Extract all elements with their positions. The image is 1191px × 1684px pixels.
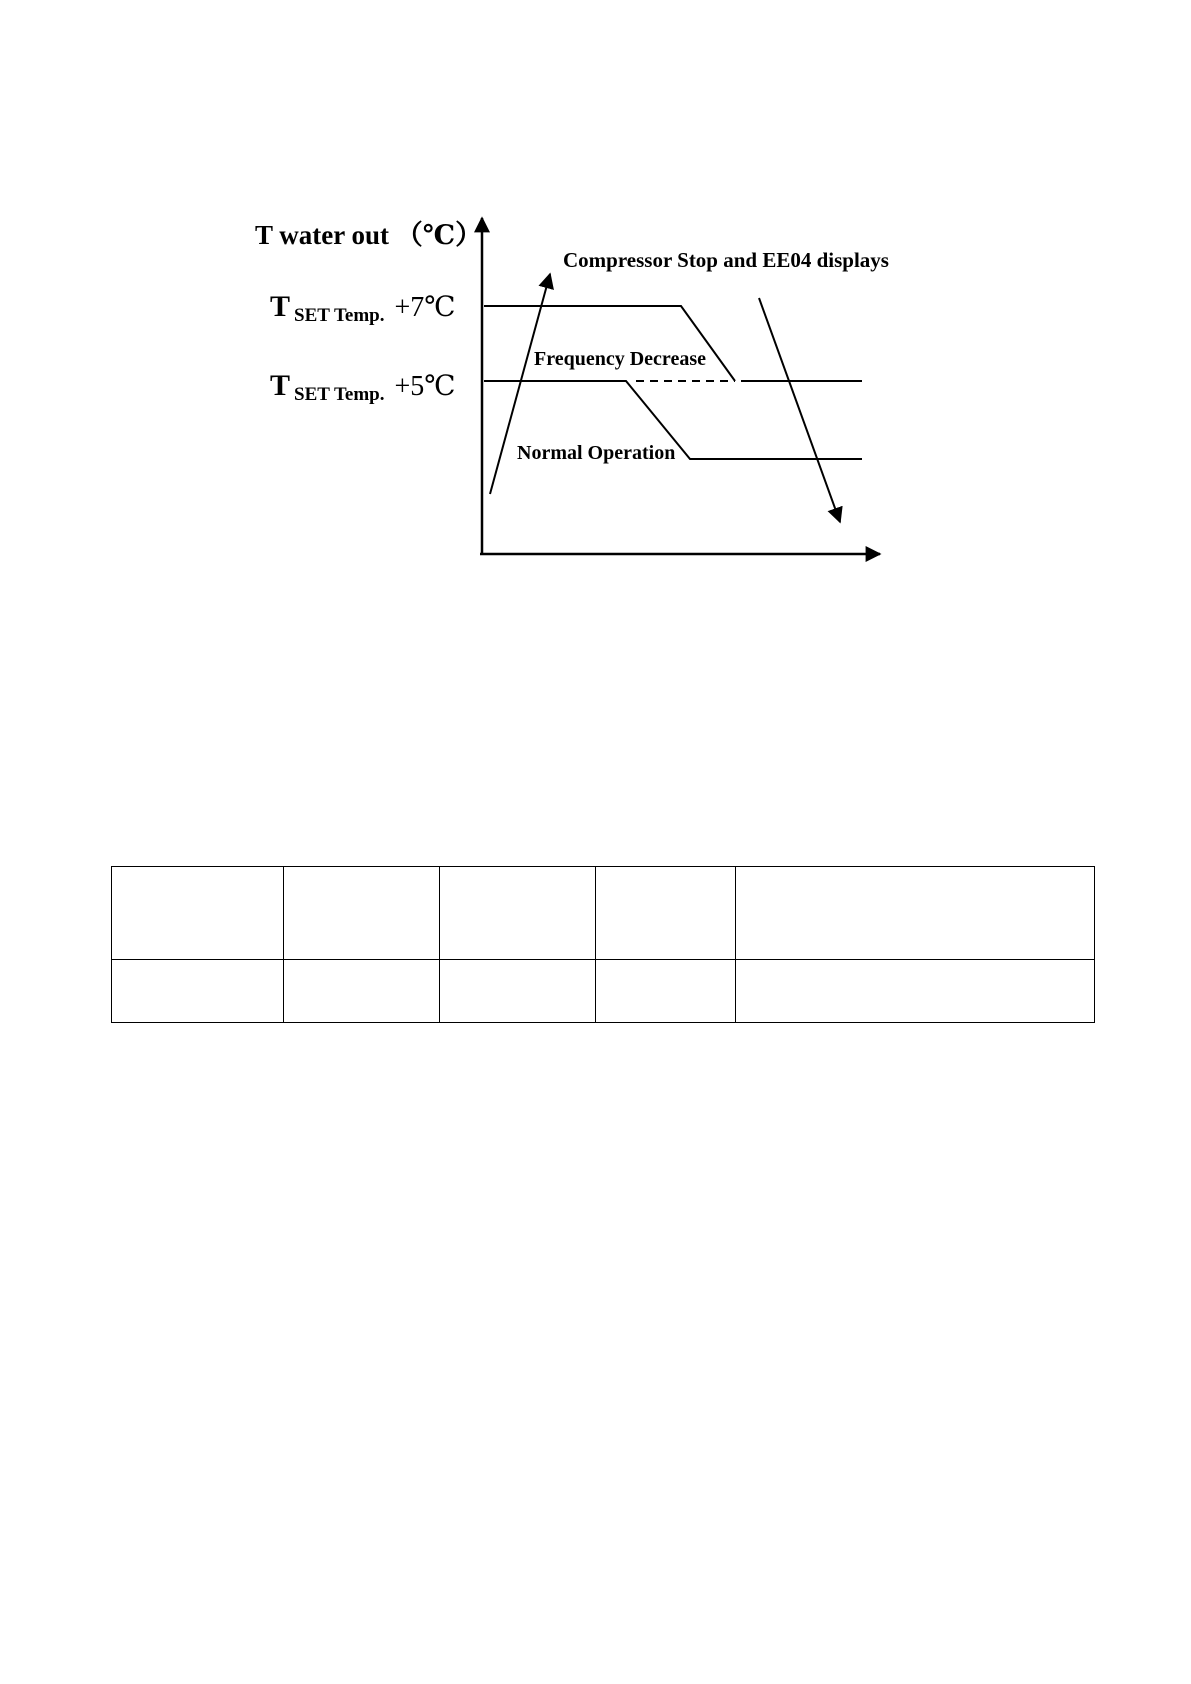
water-out-temperature-diagram xyxy=(0,0,1191,620)
compressor-stop-label: Compressor Stop and EE04 displays xyxy=(563,248,889,272)
level-plus5-prefix: T xyxy=(270,369,291,402)
empty-table xyxy=(111,866,1095,1023)
table-cell xyxy=(736,867,1095,960)
frequency-decrease-label: Frequency Decrease xyxy=(534,348,706,370)
table-cell xyxy=(284,960,440,1023)
level-label-plus5 xyxy=(270,369,456,405)
level-plus7-prefix: T xyxy=(270,290,291,323)
table-cell xyxy=(112,867,284,960)
y-axis-label: T water out （℃） xyxy=(255,220,483,250)
table-cell xyxy=(736,960,1095,1023)
table-cell xyxy=(596,960,736,1023)
table-row xyxy=(112,960,1095,1023)
level-label-plus7 xyxy=(270,290,456,326)
normal-operation-label: Normal Operation xyxy=(517,442,676,464)
level-plus5-subscript: SET Temp. xyxy=(294,384,385,405)
level-plus5-suffix: +5℃ xyxy=(394,371,456,402)
level-plus7-suffix: +7℃ xyxy=(394,292,456,323)
table-cell xyxy=(112,960,284,1023)
table-cell xyxy=(284,867,440,960)
falling-temperature-arrow xyxy=(759,298,840,522)
level-plus7-subscript: SET Temp. xyxy=(294,305,385,326)
table-cell xyxy=(440,960,596,1023)
table-cell xyxy=(596,867,736,960)
table-cell xyxy=(440,867,596,960)
table-row xyxy=(112,867,1095,960)
